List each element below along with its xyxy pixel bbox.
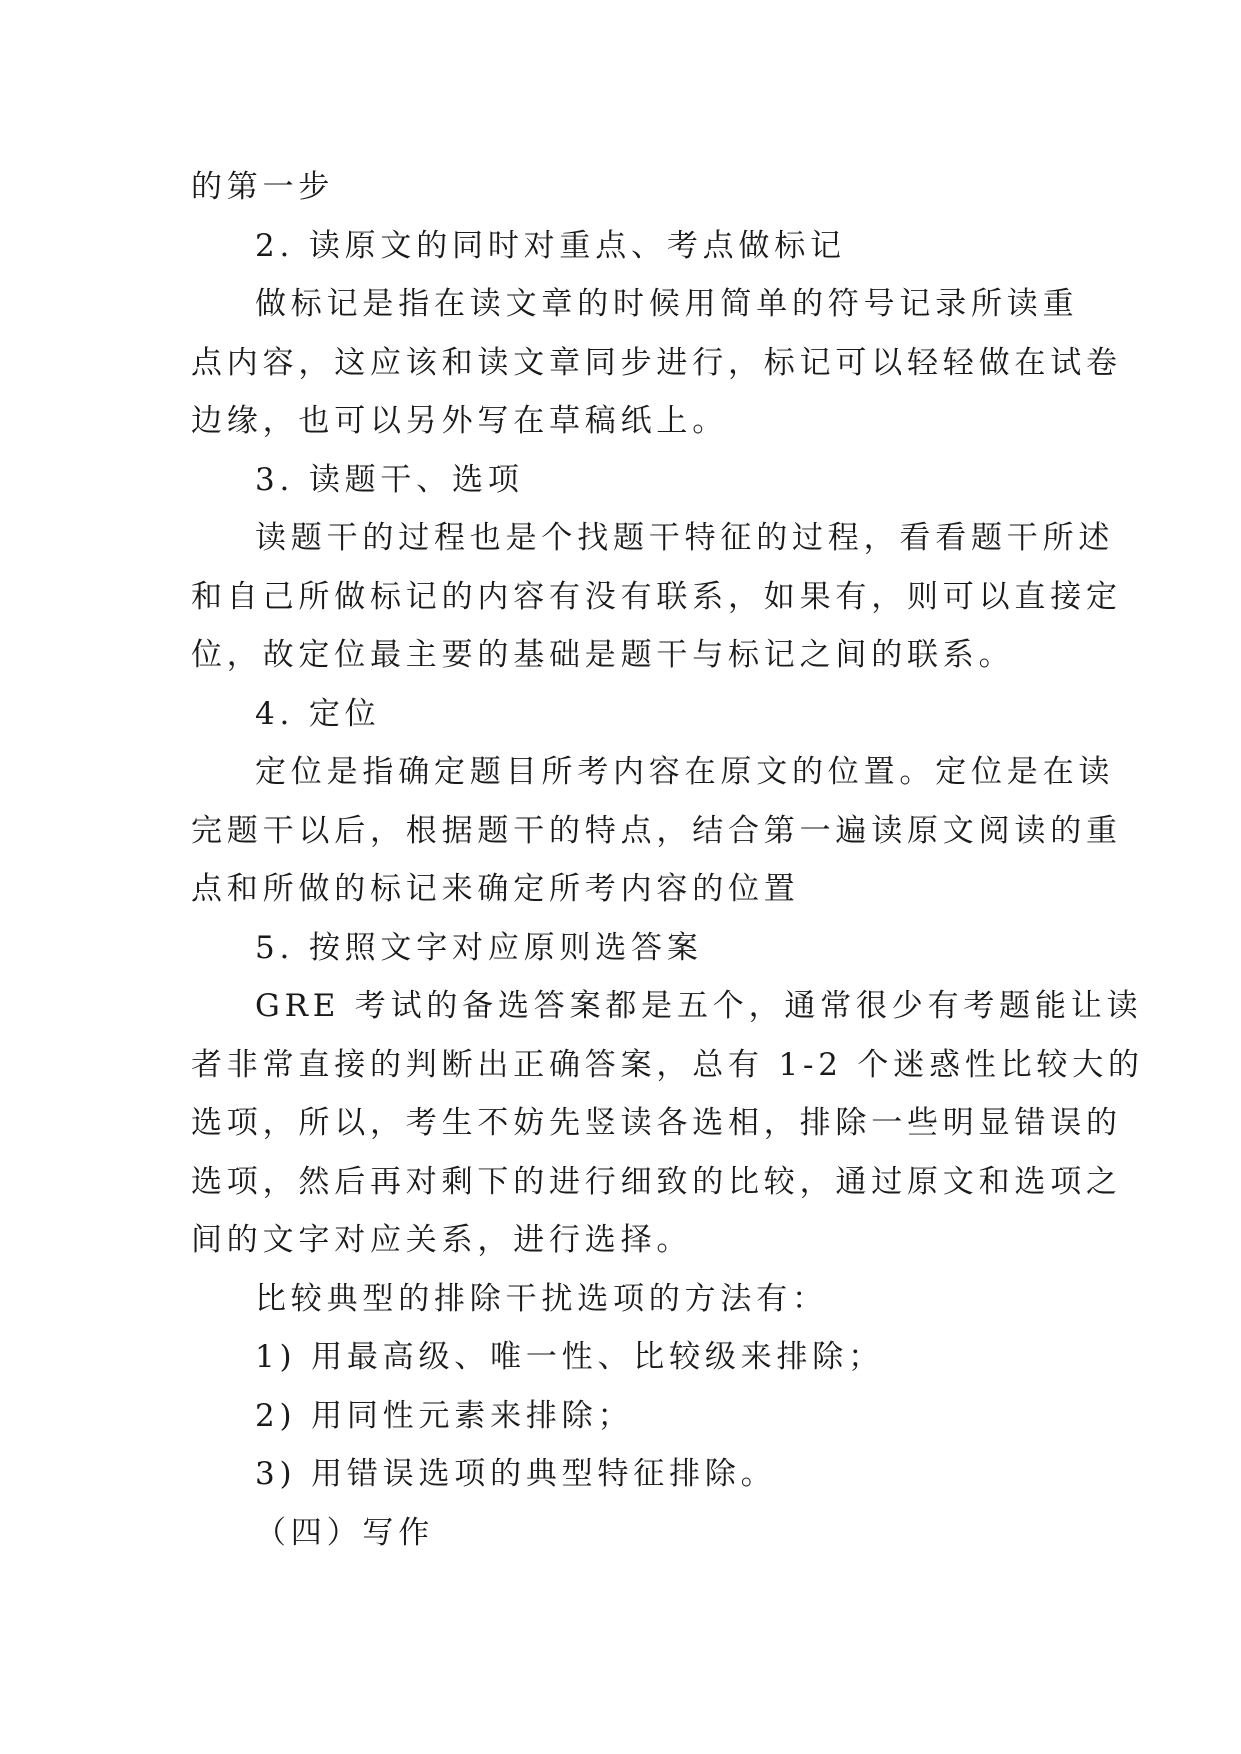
list-item: 1) 用最高级、唯一性、比较级来排除；	[255, 1339, 884, 1375]
document-page	[191, 158, 1144, 1562]
section-heading: 2. 读原文的同时对重点、考点做标记	[255, 227, 846, 264]
text-line: GRE 考试的备选答案都是五个，通常很少有考题能让读	[255, 988, 1143, 1024]
text-line: 位，故定位最主要的基础是题干与标记之间的联系。	[191, 637, 1015, 673]
text-line: 点内容，这应该和读文章同步进行，标记可以轻轻做在试卷	[191, 344, 1122, 381]
text-line: 边缘，也可以另外写在草稿纸上。	[191, 403, 728, 439]
list-item: 3) 用错误选项的典型特征排除。	[255, 1456, 777, 1492]
text-line: 间的文字对应关系，进行选择。	[191, 1222, 693, 1258]
text-line: 定位是指确定题目所考内容在原文的位置。定位是在读	[255, 754, 1115, 790]
text-line: 做标记是指在读文章的时候用简单的符号记录所读重	[255, 286, 1079, 322]
text-line: 选项，然后再对剩下的进行细致的比较，通过原文和选项之	[191, 1163, 1122, 1200]
text-line: 者非常直接的判断出正确答案，总有 1-2 个迷惑性比较大的	[191, 1046, 1144, 1083]
text-line: 比较典型的排除干扰选项的方法有：	[255, 1280, 828, 1317]
text-line: 和自己所做标记的内容有没有联系，如果有，则可以直接定	[191, 578, 1122, 615]
section-heading: （四）写作	[255, 1514, 434, 1551]
text-line: 点和所做的标记来确定所考内容的位置	[191, 871, 800, 907]
section-heading: 4. 定位	[255, 695, 381, 732]
text-line: 选项，所以，考生不妨先竖读各选相，排除一些明显错误的	[191, 1105, 1122, 1141]
section-heading: 3. 读题干、选项	[255, 461, 524, 498]
text-line: 读题干的过程也是个找题干特征的过程，看看题干所述	[255, 520, 1115, 556]
text-line: 的第一步	[191, 169, 335, 205]
list-item: 2) 用同性元素来排除；	[255, 1397, 634, 1434]
section-heading: 5. 按照文字对应原则选答案	[255, 929, 703, 966]
text-line: 完题干以后，根据题干的特点，结合第一遍读原文阅读的重	[191, 812, 1122, 849]
